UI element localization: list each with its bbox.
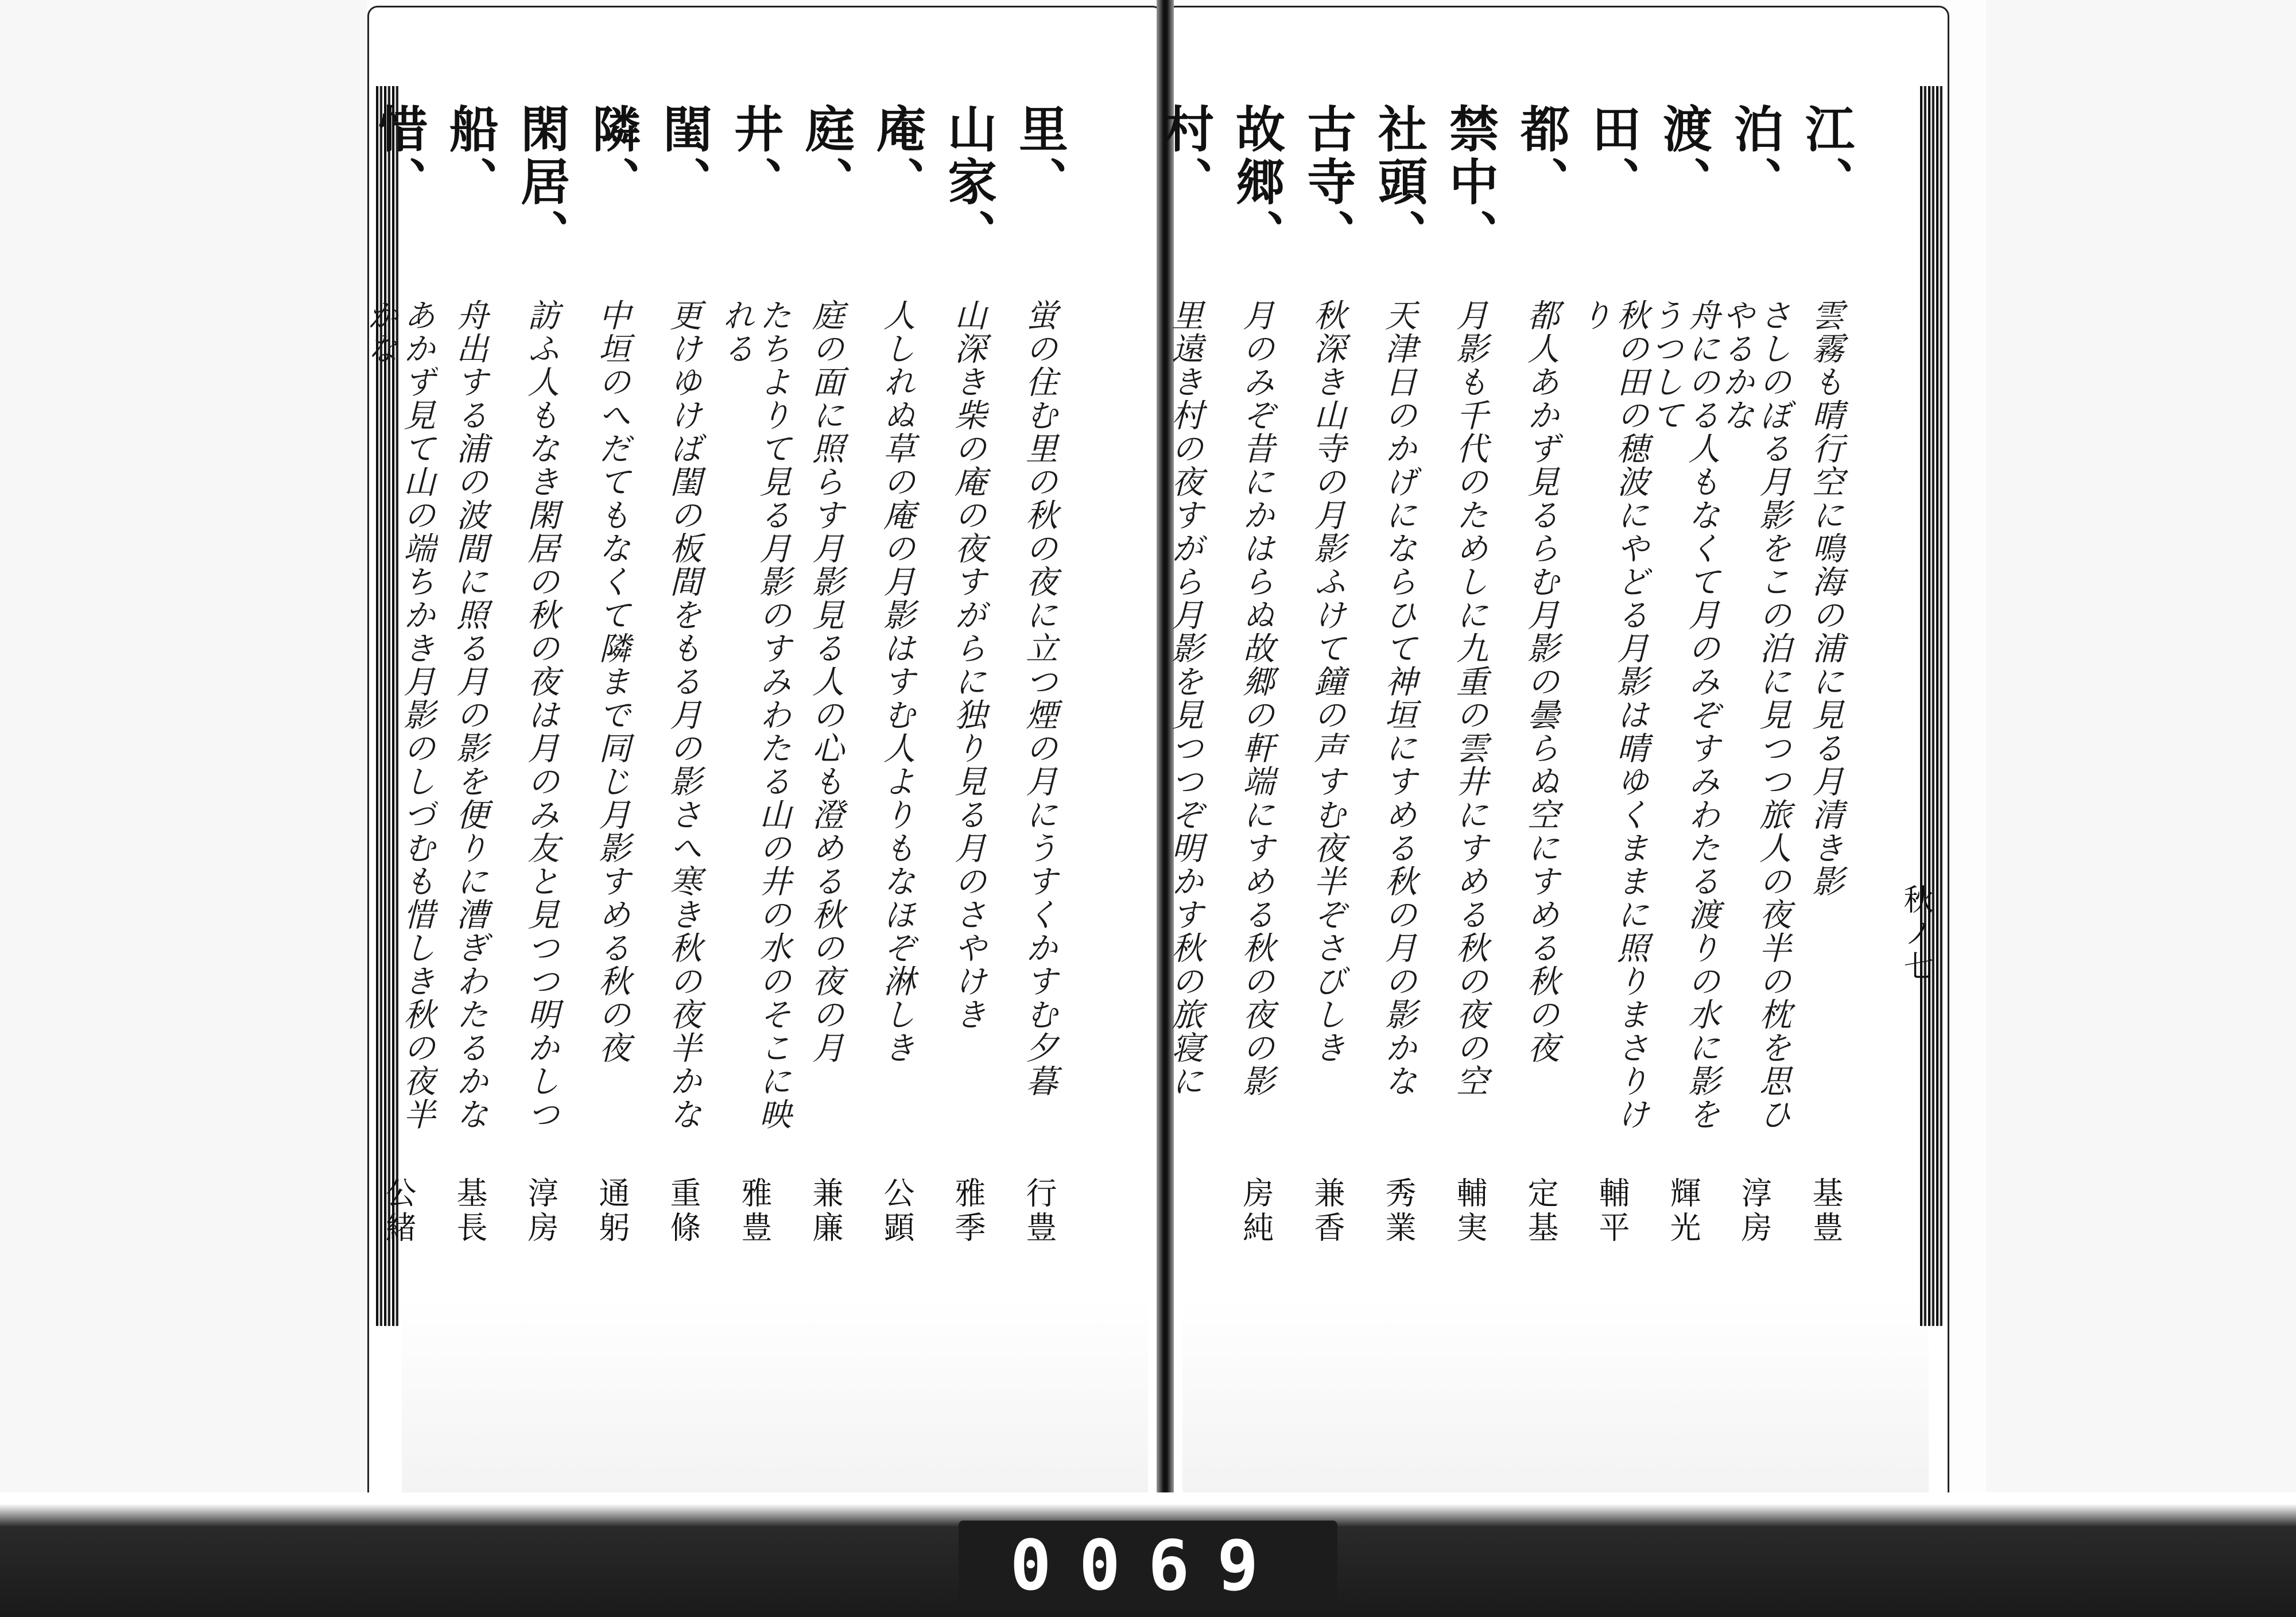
poem-entry <box>1435 103 1504 1292</box>
poem-topic: 故郷、 <box>1227 103 1285 262</box>
poet-name: 兼廉 <box>808 1177 844 1246</box>
poem-topic: 村、 <box>1156 103 1214 209</box>
right-page-edge-stack <box>1920 86 1944 1326</box>
poem-entry <box>1506 103 1575 1292</box>
poem-text: 舟にのる人もなくて月のみぞすみわたる渡りの水に影をうつして <box>1646 298 1720 1131</box>
poem-text: 月のみぞ昔にかはらぬ故郷の軒端にすめる秋の夜の影 <box>1238 298 1275 1098</box>
poem-entry <box>1293 103 1362 1292</box>
right-page-text <box>1148 103 1860 1292</box>
scan-right-margin <box>1986 0 2296 1617</box>
poet-name: 雅豊 <box>736 1177 773 1246</box>
poem-text: 庭の面に照らす月影見る人の心も澄める秋の夜の月 <box>807 298 844 1064</box>
poem-text: 月影も千代のためしに九重の雲井にすめる秋の夜の空 <box>1451 298 1488 1098</box>
page-label: 秋ノ七 <box>1898 884 1933 984</box>
poem-topic: 江、 <box>1797 103 1855 209</box>
poem-entry <box>1004 103 1073 1292</box>
poem-topic: 山家、 <box>939 103 997 262</box>
scan-left-margin <box>0 0 367 1617</box>
poem-topic: 禁中、 <box>1441 103 1499 262</box>
poet-name: 淳房 <box>523 1177 559 1246</box>
poet-name: 通躬 <box>594 1177 630 1246</box>
poem-text: 更けゆけば閨の板間をもる月の影さへ寒き秋の夜半かな <box>665 298 702 1131</box>
poet-name: 公顕 <box>879 1177 915 1246</box>
poem-entry <box>435 103 504 1292</box>
poem-topic: 井、 <box>726 103 784 209</box>
poet-name: 輔実 <box>1452 1177 1488 1246</box>
poem-entry <box>1575 103 1649 1292</box>
poem-topic: 古寺、 <box>1298 103 1356 262</box>
poem-text: さしのぼる月影をこの泊に見つつ旅人の夜半の枕を思ひやるかな <box>1717 298 1791 1131</box>
poet-name: 公緒 <box>381 1177 417 1246</box>
poem-topic: 庭、 <box>797 103 855 209</box>
poet-name: 輔平 <box>1594 1177 1630 1246</box>
poem-text: 秋の田の穂波にやどる月影は晴ゆくままに照りまさりけり <box>1575 298 1649 1131</box>
poem-entry <box>1150 103 1219 1292</box>
poem-text: 秋深き山寺の月影ふけて鐘の声すむ夜半ぞさびしき <box>1309 298 1346 1064</box>
poet-name: 房純 <box>1238 1177 1274 1246</box>
poem-text: 舟出する浦の波間に照る月の影を便りに漕ぎわたるかな <box>451 298 488 1131</box>
poem-topic: 庵、 <box>868 103 926 209</box>
poet-name: 輝光 <box>1665 1177 1701 1246</box>
poem-entry <box>1717 103 1791 1292</box>
poem-entry <box>362 103 436 1292</box>
left-page-text <box>362 103 1073 1292</box>
poem-topic: 船、 <box>441 103 499 209</box>
poem-entry <box>933 103 1002 1292</box>
poem-text: 雲霧も晴行空に鳴海の浦に見る月清き影 <box>1807 298 1844 898</box>
poem-entry <box>1791 103 1860 1292</box>
poem-entry <box>1646 103 1720 1292</box>
poem-topic: 都、 <box>1512 103 1570 209</box>
poem-entry <box>718 103 792 1292</box>
poem-topic: 泊、 <box>1725 103 1783 209</box>
poet-name: 定基 <box>1523 1177 1559 1246</box>
poet-name: 基長 <box>452 1177 488 1246</box>
poem-text: 訪ふ人もなき閑居の秋の夜は月のみ友と見つつ明かしつ <box>522 298 560 1131</box>
poem-entry <box>1221 103 1290 1292</box>
poem-entry <box>649 103 718 1292</box>
poem-entry <box>791 103 860 1292</box>
poem-text: たちよりて見る月影のすみわたる山の井の水のそこに映れる <box>718 298 792 1131</box>
poem-entry <box>1364 103 1433 1292</box>
frame-counter <box>861 1515 1435 1617</box>
poem-text: 都人あかず見るらむ月影の曇らぬ空にすめる秋の夜 <box>1522 298 1560 1064</box>
poem-topic: 惜、 <box>370 103 428 209</box>
poem-text: 中垣のへだてもなくて隣まで同じ月影すめる秋の夜 <box>594 298 631 1064</box>
poem-entry <box>577 103 646 1292</box>
poem-text: 人しれぬ草の庵の月影はすむ人よりもなほぞ淋しき <box>878 298 916 1064</box>
poet-name: 淳房 <box>1736 1177 1773 1246</box>
poem-topic: 里、 <box>1010 103 1068 209</box>
poem-topic: 閑居、 <box>512 103 570 262</box>
poem-topic: 田、 <box>1583 103 1641 209</box>
poem-text: 里遠き村の夜すがら月影を見つつぞ明かす秋の旅寝に <box>1166 298 1204 1098</box>
poet-name: 兼香 <box>1309 1177 1345 1246</box>
poem-topic: 閨、 <box>654 103 712 209</box>
poem-text: あかず見て山の端ちかき月影のしづむも惜しき秋の夜半かな <box>362 298 436 1131</box>
frame-number: 0069 <box>959 1521 1338 1612</box>
poem-text: 蛍の住む里の秋の夜に立つ煙の月にうすくかすむ夕暮 <box>1021 298 1058 1098</box>
poem-entry <box>862 103 931 1292</box>
poem-topic: 社頭、 <box>1370 103 1428 262</box>
poet-name: 秀業 <box>1380 1177 1417 1246</box>
poem-entry <box>506 103 575 1292</box>
poem-text: 天津日のかげにならひて神垣にすめる秋の月の影かな <box>1380 298 1417 1098</box>
poem-topic: 渡、 <box>1654 103 1712 209</box>
poem-topic: 隣、 <box>583 103 641 209</box>
poet-name: 雅季 <box>950 1177 986 1246</box>
poet-name: 行豊 <box>1021 1177 1057 1246</box>
poet-name: 重條 <box>665 1177 701 1246</box>
poet-name: 基豊 <box>1808 1177 1844 1246</box>
poem-text: 山深き柴の庵の夜すがらに独り見る月のさやけき <box>949 298 987 1031</box>
